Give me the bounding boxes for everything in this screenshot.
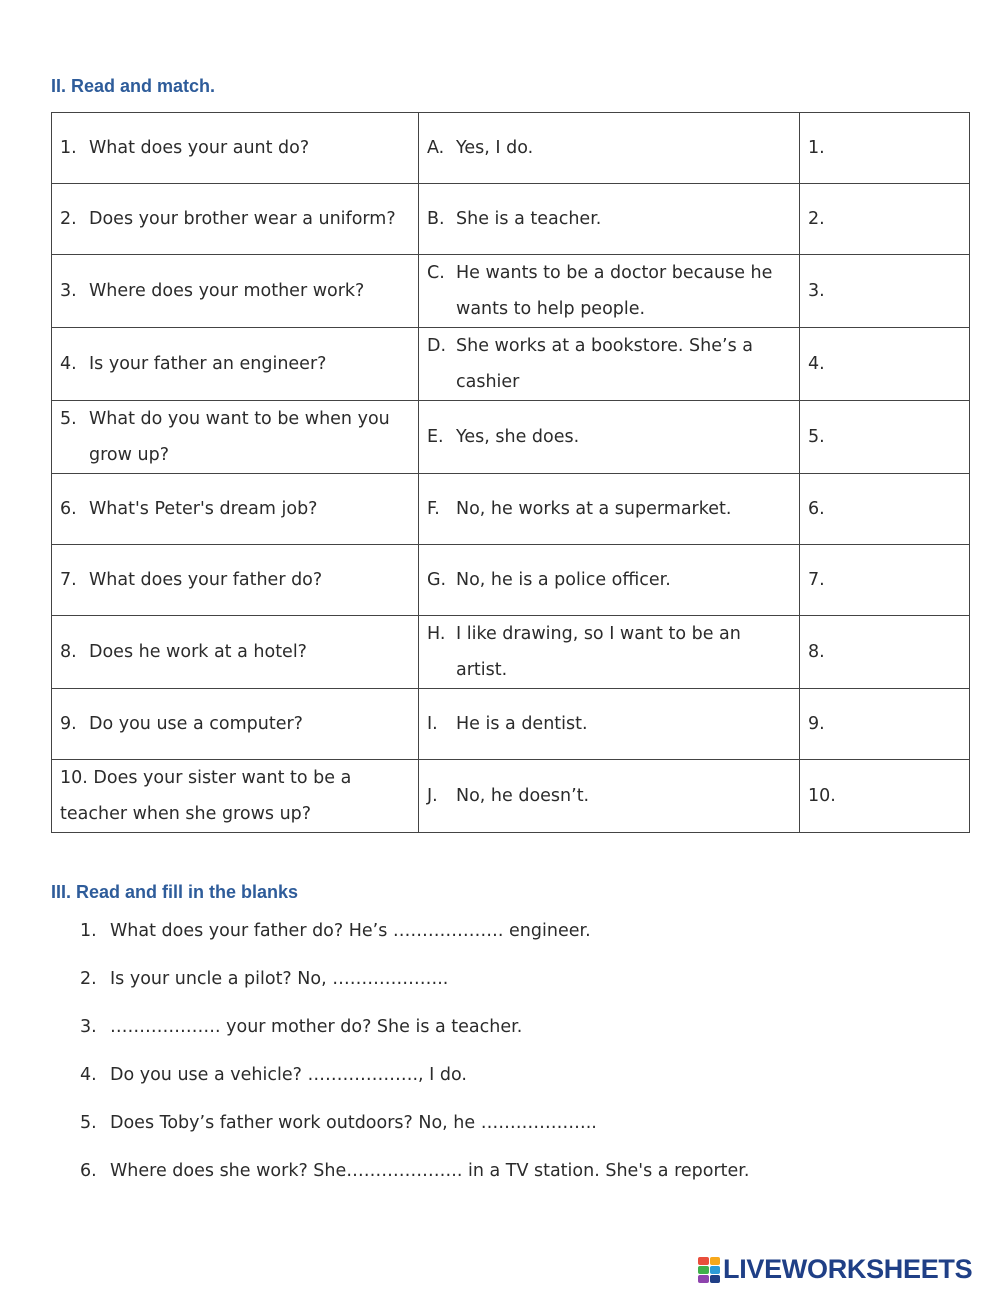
answer-text: Yes, she does. [456, 427, 580, 447]
table-row [52, 760, 970, 833]
match-slot-number: 6. [808, 499, 825, 519]
answer-cell [419, 113, 800, 184]
table-row [52, 255, 970, 328]
question-number: 8. [60, 642, 77, 662]
answer-text: No, he is a police officer. [456, 570, 671, 590]
match-slot-number: 3. [808, 281, 825, 301]
question-number: 10. [60, 768, 88, 788]
answer-cell [419, 474, 800, 545]
question-text: Is your father an engineer? [89, 354, 327, 374]
item-number: 2. [80, 969, 97, 989]
section-3-title: III. Read and fill in the blanks [51, 882, 299, 902]
item-text: What does your father do? He’s ………………. engineer. [110, 921, 591, 941]
question-number: 2. [60, 209, 77, 229]
question-number: 4. [60, 354, 77, 374]
section-2-title: II. Read and match. [51, 76, 216, 96]
answer-letter: F. [427, 499, 440, 519]
match-slot-number: 4. [808, 354, 825, 374]
question-cell [52, 328, 419, 401]
liveworksheets-logo [698, 1254, 972, 1285]
question-cell [52, 113, 419, 184]
answer-cell [419, 545, 800, 616]
item-number: 1. [80, 921, 97, 941]
answer-letter: B. [427, 209, 445, 229]
answer-cell [419, 760, 800, 833]
logo-square [710, 1275, 721, 1283]
question-number: 9. [60, 714, 77, 734]
list-item [80, 1104, 749, 1152]
answer-letter: C. [427, 263, 445, 283]
logo-square [710, 1257, 721, 1265]
question-cell [52, 401, 419, 474]
answer-cell [419, 255, 800, 328]
answer-letter: E. [427, 427, 444, 447]
item-text: Where does she work? She……………….. in a TV station. She's a reporter. [110, 1161, 750, 1181]
question-cell [52, 545, 419, 616]
question-number: 1. [60, 138, 77, 158]
answer-cell [419, 616, 800, 689]
table-row [52, 113, 970, 184]
match-slot-number: 2. [808, 209, 825, 229]
match-slot[interactable] [800, 616, 970, 689]
question-text: Does your brother wear a uniform? [89, 209, 396, 229]
answer-letter: J. [427, 786, 438, 806]
answer-letter: G. [427, 570, 447, 590]
answer-cell [419, 689, 800, 760]
table-row [52, 401, 970, 474]
match-slot-number: 1. [808, 138, 825, 158]
question-number: 5. [60, 409, 77, 429]
answer-cell [419, 401, 800, 474]
question-text: What does your aunt do? [89, 138, 310, 158]
question-cell [52, 689, 419, 760]
question-number: 3. [60, 281, 77, 301]
question-text: Does your sister want to be a teacher when she grows up? [60, 768, 352, 824]
list-item [80, 1152, 749, 1200]
question-text: Does he work at a hotel? [89, 642, 307, 662]
item-number: 4. [80, 1065, 97, 1085]
match-slot[interactable] [800, 255, 970, 328]
match-slot-number: 10. [808, 786, 836, 806]
table-row [52, 689, 970, 760]
question-text: Do you use a computer? [89, 714, 303, 734]
item-text: Does Toby’s father work outdoors? No, he ……………….. [110, 1113, 597, 1133]
question-text: What does your father do? [89, 570, 323, 590]
answer-text: I like drawing, so I want to be an artist. [456, 624, 741, 680]
list-item [80, 1008, 749, 1056]
match-slot[interactable] [800, 328, 970, 401]
match-table [51, 112, 970, 833]
answer-letter: I. [427, 714, 438, 734]
answer-cell [419, 328, 800, 401]
logo-square [698, 1266, 709, 1274]
question-text: What's Peter's dream job? [89, 499, 318, 519]
answer-text: He is a dentist. [456, 714, 588, 734]
table-row [52, 616, 970, 689]
question-text: Where does your mother work? [89, 281, 365, 301]
item-text: Is your uncle a pilot? No, ……………….. [110, 969, 449, 989]
match-slot-number: 8. [808, 642, 825, 662]
answer-letter: H. [427, 624, 446, 644]
match-slot[interactable] [800, 545, 970, 616]
match-slot[interactable] [800, 689, 970, 760]
list-item [80, 912, 749, 960]
answer-text: She is a teacher. [456, 209, 602, 229]
logo-square [698, 1257, 709, 1265]
match-slot[interactable] [800, 760, 970, 833]
table-row [52, 474, 970, 545]
logo-icon [698, 1257, 720, 1283]
answer-cell [419, 184, 800, 255]
item-number: 5. [80, 1113, 97, 1133]
logo-text: LIVEWORKSHEETS [723, 1254, 973, 1284]
table-row [52, 184, 970, 255]
item-text: ………………. your mother do? She is a teacher. [110, 1017, 523, 1037]
answer-text: She works at a bookstore. She’s a cashier [456, 336, 753, 392]
question-number: 7. [60, 570, 77, 590]
table-row [52, 328, 970, 401]
logo-square [698, 1275, 709, 1283]
question-cell [52, 184, 419, 255]
match-slot[interactable] [800, 401, 970, 474]
match-slot[interactable] [800, 113, 970, 184]
answer-text: He wants to be a doctor because he wants to help people. [456, 263, 773, 319]
answer-text: No, he doesn’t. [456, 786, 590, 806]
match-slot-number: 9. [808, 714, 825, 734]
answer-letter: D. [427, 336, 447, 356]
match-slot[interactable] [800, 474, 970, 545]
item-number: 6. [80, 1161, 97, 1181]
question-text: What do you want to be when you grow up? [89, 409, 390, 465]
question-cell [52, 760, 419, 833]
answer-text: Yes, I do. [456, 138, 534, 158]
answer-letter: A. [427, 138, 445, 158]
fill-in-list [80, 912, 749, 1200]
match-slot[interactable] [800, 184, 970, 255]
logo-square [710, 1266, 721, 1274]
item-number: 3. [80, 1017, 97, 1037]
answer-text: No, he works at a supermarket. [456, 499, 732, 519]
match-slot-number: 5. [808, 427, 825, 447]
match-slot-number: 7. [808, 570, 825, 590]
list-item [80, 960, 749, 1008]
table-row [52, 545, 970, 616]
question-number: 6. [60, 499, 77, 519]
question-cell [52, 255, 419, 328]
question-cell [52, 474, 419, 545]
item-text: Do you use a vehicle? ………………., I do. [110, 1065, 467, 1085]
question-cell [52, 616, 419, 689]
list-item [80, 1056, 749, 1104]
